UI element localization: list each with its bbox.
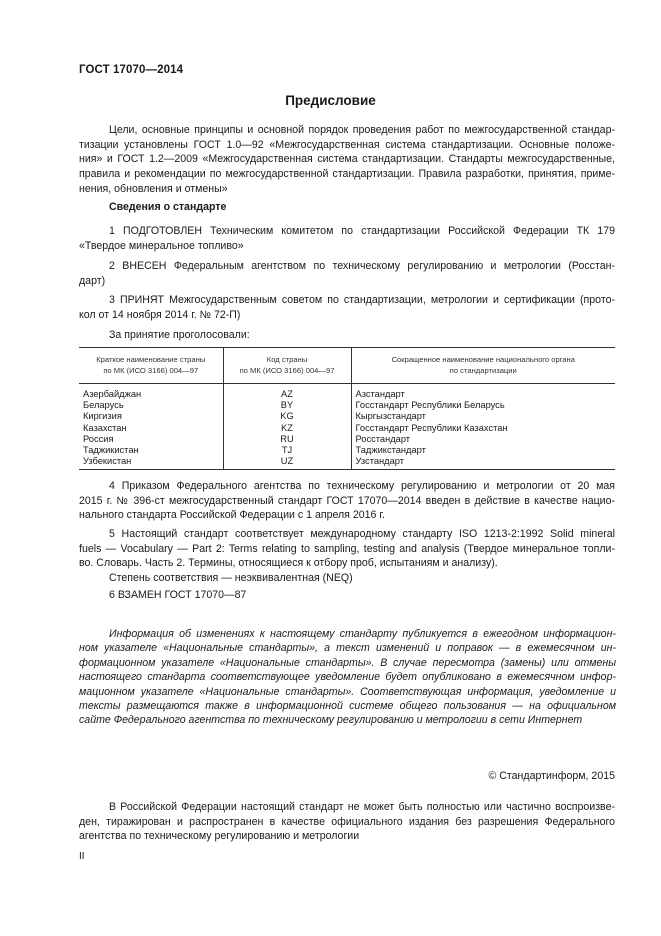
item-4-line: 4 Приказом Федерального агентства по техническому регулированию и метрологии от 20 мая [109, 480, 615, 492]
table-header-row [79, 348, 615, 384]
item-3-line: 3 ПРИНЯТ Межгосударственным советом по стандартизации, метрологии и сертификации (прото- [109, 294, 615, 306]
country-cell: Киргизия [83, 411, 122, 422]
intro-line: Цели, основные принципы и основной порядок проведения работ по межгосударственной стандар- [109, 124, 615, 136]
intro-line: правила и рекомендации по межгосударственной стандартизации. Правила разработки, принятия, приме- [79, 168, 615, 181]
header-line: по стандартизации [449, 366, 517, 375]
item-5-line: во. Словарь. Часть 2. Термины, относящиеся к отбору проб, испытаниям и анализу). [79, 557, 498, 570]
table-row [79, 434, 615, 445]
info-line: настоящего стандарта соответствующее уведомление будет опубликовано в ежемесячном инфор- [79, 671, 616, 684]
code-cell: KG [223, 411, 351, 422]
table-header-body [351, 348, 615, 384]
country-cell: Азербайджан [83, 389, 142, 399]
item-1-line: «Твердое минеральное топливо» [79, 239, 244, 252]
country-cell: Россия [83, 433, 114, 444]
item-4-line: 2015 г. № 396-ст межгосударственный стандарт ГОСТ 17070—2014 введен в действие в качестве нацио- [79, 494, 615, 507]
body-cell: Азстандарт [351, 384, 615, 401]
header-line: Краткое наименование страны [96, 355, 206, 364]
info-line: ном указателе «Национальные стандарты», а текст изменений и поправок — в ежемесячном ин- [79, 642, 616, 655]
body-cell: Росстандарт [351, 434, 615, 445]
table-header-code [223, 348, 351, 384]
country-cell: Узбекистан [79, 456, 223, 470]
document-code-header: ГОСТ 17070—2014 [79, 64, 184, 76]
item-2-line: 2 ВНЕСЕН Федеральным агентством по техническому регулированию и метрологии (Росстан- [109, 260, 615, 272]
code-cell: TJ [223, 445, 351, 456]
table-row [79, 445, 615, 456]
code-cell: UZ [223, 456, 351, 470]
code-cell: KZ [223, 423, 351, 434]
info-line: формационном указателе «Национальные стандарты». В случае пересмотра (замены) или отмены [79, 656, 616, 669]
reproduction-rights-notice [79, 800, 615, 844]
item-2-paragraph [79, 259, 615, 288]
item-2-line: дарт) [79, 274, 106, 287]
info-line: мационном указателе «Национальные стандарты». Соответствующая информация, уведомление и [79, 685, 616, 698]
info-line: Информация об изменениях к настоящему стандарту публикуется в ежегодном информацион- [109, 628, 616, 640]
country-cell: Беларусь [83, 400, 124, 411]
header-line: по МК (ИСО 3166) 004—97 [239, 366, 335, 375]
item-3-paragraph [79, 293, 615, 322]
info-line: сайте Федерального агентства по техническому регулированию и метрологии в сети Интернет [79, 714, 583, 727]
vote-label: За принятие проголосовали: [109, 329, 250, 341]
intro-line: нения, обновления и отмены» [79, 182, 228, 195]
country-cell: Казахстан [83, 422, 127, 433]
table-row [79, 384, 615, 401]
code-cell: RU [223, 434, 351, 445]
body-cell: Госстандарт Республики Беларусь [351, 400, 615, 411]
intro-paragraph [79, 123, 615, 197]
item-5-line: fuels — Vocabulary — Part 2: Terms relating to sampling, testing and analysis (Твердое минеральное топли- [79, 542, 615, 555]
rights-line: В Российской Федерации настоящий стандарт не может быть полностью или частично воспроизве- [109, 801, 615, 813]
item-1-line: 1 ПОДГОТОВЛЕН Техническим комитетом по стандартизации Российской Федерации ТК 179 [109, 225, 615, 237]
body-cell: Таджикстандарт [351, 445, 615, 456]
table-row [79, 411, 615, 422]
body-cell: Узстандарт [351, 456, 615, 470]
item-5-degree: Степень соответствия — неэквивалентная (NEQ) [109, 572, 353, 585]
item-5-line: 5 Настоящий стандарт соответствует международному стандарту ISO 1213-2:1992 Solid mineral [109, 528, 615, 540]
item-4-line: нального стандарта Российской Федерации с 1 апреля 2016 г. [79, 509, 385, 522]
amendments-info-note [79, 627, 616, 728]
section-heading: Сведения о стандарте [109, 201, 227, 213]
intro-line: ния» и ГОСТ 1.2—2009 «Межгосударственная система стандартизации. Стандарты межгосударственные, [79, 153, 615, 166]
country-cell: Таджикистан [83, 445, 139, 456]
header-line: Код страны [266, 355, 308, 364]
item-1-paragraph [79, 224, 615, 253]
item-5-paragraph [79, 527, 615, 586]
table-row [79, 423, 615, 434]
voting-countries-table [79, 347, 615, 470]
rights-line: ден, тиражирован и распространен в качестве официального издания без разрешения Федерального [79, 815, 615, 828]
header-line: по МК (ИСО 3166) 004—97 [103, 366, 199, 375]
page-title: Предисловие [285, 93, 376, 108]
intro-line: тизации установлены ГОСТ 1.0—92 «Межгосударственная система стандартизации. Основные положе- [79, 138, 615, 151]
item-3-line: кол от 14 ноября 2014 г. № 72-П) [79, 308, 241, 321]
body-cell: Госстандарт Республики Казахстан [351, 423, 615, 434]
code-cell: AZ [223, 384, 351, 401]
rights-line: агентства по техническому регулированию и метрологии [79, 830, 360, 843]
header-line: Сокращенное наименование национального органа [391, 355, 575, 364]
page-number: II [79, 851, 85, 862]
copyright-notice: © Стандартинформ, 2015 [488, 770, 615, 782]
table-row [79, 400, 615, 411]
table-header-country [79, 348, 223, 384]
info-line: тексты размещаются также в информационной системе общего пользования — на официальном [79, 700, 616, 713]
body-cell: Кыргызстандарт [351, 411, 615, 422]
item-6-line: 6 ВЗАМЕН ГОСТ 17070—87 [109, 589, 247, 601]
table-row [79, 456, 615, 470]
code-cell: BY [223, 400, 351, 411]
item-4-paragraph [79, 479, 615, 523]
